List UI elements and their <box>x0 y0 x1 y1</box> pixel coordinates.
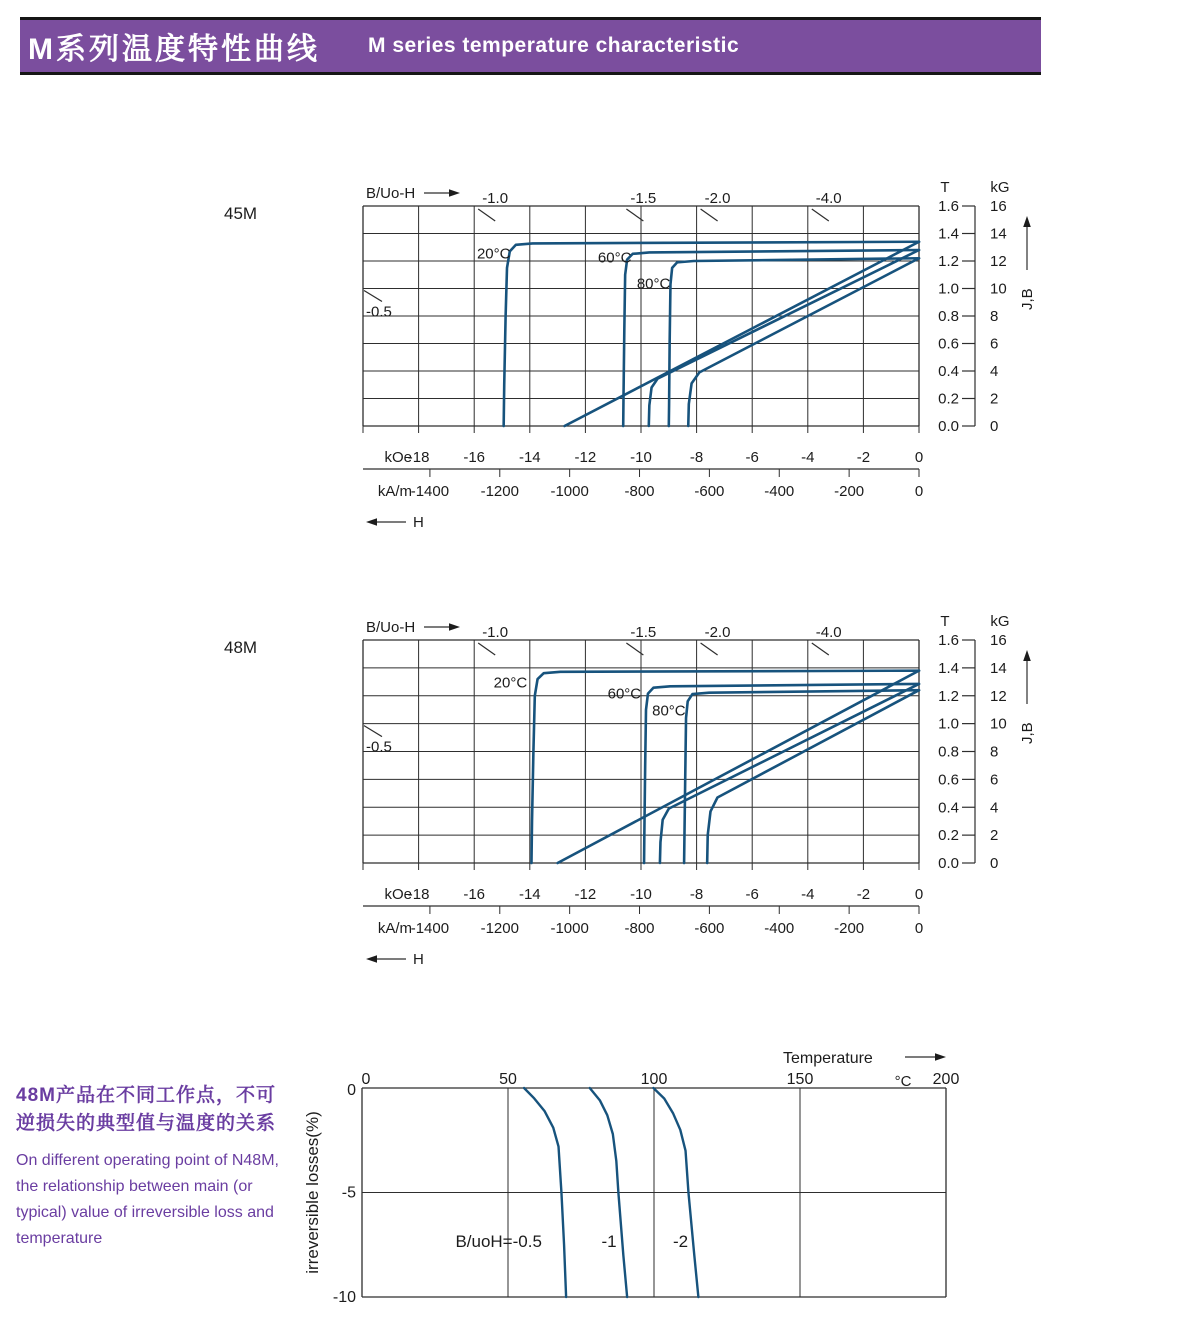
y-unit-kg-48M: kG <box>990 613 1010 630</box>
y-tick-t: 1.4 <box>938 659 959 677</box>
x-tick-kam: -200 <box>834 483 865 500</box>
chart-title-48M: 48M <box>224 638 258 657</box>
x-unit-kam-45M: kA/m <box>377 483 412 500</box>
h-arrow-head <box>366 955 377 963</box>
y-tick-kg: 0 <box>990 418 999 435</box>
x-tick-kam: -600 <box>694 483 725 500</box>
side-note-en-line1: On different operating point of N48M, <box>16 1152 279 1169</box>
load-line-label: -1.0 <box>482 190 509 207</box>
load-line-label: -4.0 <box>815 624 842 641</box>
x-tick-koe: -14 <box>518 886 541 903</box>
x-tick-kam: -1000 <box>550 920 589 937</box>
y-tick-t: 0.8 <box>938 308 959 325</box>
load-line-mark <box>478 643 495 655</box>
curve-label-45M: 60°C <box>597 249 632 267</box>
temperature-label: Temperature <box>783 1050 873 1067</box>
y-tick-kg: 16 <box>990 632 1007 649</box>
curve-label-loss: B/uoH=-0.5 <box>455 1231 542 1251</box>
curve-label-loss: -2 <box>672 1231 689 1251</box>
x-tick-koe: -10 <box>630 886 652 903</box>
curve-label-loss: -1 <box>601 1231 617 1251</box>
load-line-label: -2.0 <box>704 624 731 641</box>
temperature-arrow-head <box>935 1053 946 1061</box>
load-line-mark <box>812 643 829 655</box>
y-tick-loss: -10 <box>332 1289 356 1306</box>
curve-label-48M: 60°C <box>607 685 642 703</box>
page-title-en: M series temperature characteristic <box>368 34 740 57</box>
b-uoh-label-48M: B/Uo-H <box>366 619 416 636</box>
y-tick-kg: 8 <box>990 308 999 325</box>
b-uoh-arrow-head <box>449 623 460 631</box>
x-tick-koe: 0 <box>914 449 924 466</box>
x-tick-kam: -800 <box>624 920 655 937</box>
side-note-zh-line2: 逆损失的典型值与温度的关系 <box>16 1113 277 1134</box>
y-tick-kg: 10 <box>990 280 1007 298</box>
curve-label-45M: 80°C <box>636 275 671 293</box>
curve-label-45M: 20°C <box>476 245 511 263</box>
load-line-label: -2.0 <box>704 190 731 207</box>
side-note-en-line4: temperature <box>16 1230 103 1247</box>
load-line-label: -0.5 <box>366 738 392 756</box>
y-tick-kg: 12 <box>990 253 1007 270</box>
y-tick-t: 1.6 <box>938 632 959 649</box>
y-tick-kg: 4 <box>990 799 999 817</box>
x-tick-koe: -2 <box>856 886 871 903</box>
chart-title-45M: 45M <box>224 204 258 223</box>
x-tick-koe: -18 <box>407 449 430 466</box>
h-arrow-label: H <box>413 514 424 531</box>
load-line-label: -0.5 <box>366 303 392 321</box>
y-axis-label-loss: irreversible losses(%) <box>303 1111 322 1274</box>
y-tick-loss: -5 <box>341 1184 356 1202</box>
x-tick-kam: -600 <box>694 920 725 937</box>
y-tick-kg: 14 <box>990 225 1007 243</box>
x-tick-kam: -1400 <box>410 483 450 500</box>
x-tick-kam: -1400 <box>410 920 450 937</box>
x-tick-koe: -4 <box>801 886 815 903</box>
y-tick-kg: 2 <box>990 390 999 408</box>
y-tick-t: 0.6 <box>938 771 959 789</box>
y-tick-kg: 14 <box>990 659 1007 677</box>
y-tick-t: 0.4 <box>938 799 959 817</box>
y-tick-t: 0.0 <box>938 418 959 435</box>
load-line-mark <box>701 643 718 655</box>
side-note-en-line3: typical) value of irreversible loss and <box>16 1204 274 1221</box>
y-tick-kg: 8 <box>990 743 999 761</box>
h-arrow-label: H <box>413 951 424 968</box>
h-arrow-head <box>366 518 377 526</box>
y-unit-kg-45M: kG <box>990 179 1010 196</box>
y-tick-t: 1.4 <box>938 225 959 243</box>
x-unit-koe-48M: kOe <box>384 886 412 903</box>
jb-arrow-head <box>1023 216 1031 227</box>
x-tick-temp: 100 <box>640 1071 668 1088</box>
x-tick-kam: -1200 <box>480 483 519 500</box>
y-tick-t: 0.4 <box>938 363 959 380</box>
x-tick-koe: -8 <box>689 886 704 903</box>
y-tick-kg: 6 <box>990 335 999 353</box>
load-line-label: -1.5 <box>630 624 657 641</box>
x-tick-kam: -1000 <box>550 483 589 500</box>
x-tick-temp: 0 <box>361 1071 371 1088</box>
x-tick-kam: -1200 <box>480 920 519 937</box>
x-tick-koe: -6 <box>745 886 759 903</box>
x-tick-kam: -800 <box>624 483 655 500</box>
jb-axis-label: J,B <box>1019 722 1036 744</box>
y-unit-t-48M: T <box>940 613 950 630</box>
y-tick-t: 0.6 <box>938 335 959 353</box>
x-tick-koe: -6 <box>745 449 759 466</box>
y-tick-kg: 0 <box>990 855 999 872</box>
x-unit-degc: °C <box>894 1073 912 1090</box>
x-tick-koe: -18 <box>407 886 430 903</box>
x-tick-koe: -12 <box>574 449 597 466</box>
x-tick-temp: 150 <box>786 1071 814 1088</box>
x-tick-kam: 0 <box>914 920 924 937</box>
load-line-mark <box>364 726 382 737</box>
x-tick-kam: -400 <box>764 483 795 500</box>
x-tick-koe: -2 <box>856 449 871 466</box>
page-title-zh: M系列温度特性曲线 <box>28 33 320 66</box>
load-line-mark <box>364 291 382 302</box>
x-unit-koe-45M: kOe <box>384 449 412 466</box>
x-tick-kam: -200 <box>834 920 865 937</box>
y-unit-t-45M: T <box>940 179 950 196</box>
load-line-label: -4.0 <box>815 190 842 207</box>
x-tick-kam: -400 <box>764 920 795 937</box>
y-tick-t: 0.2 <box>938 827 959 845</box>
x-tick-koe: -16 <box>463 449 486 466</box>
x-tick-koe: -4 <box>801 449 815 466</box>
x-tick-temp: 50 <box>499 1071 517 1088</box>
y-tick-t: 1.0 <box>938 715 959 733</box>
y-tick-t: 0.2 <box>938 390 959 408</box>
side-note-zh-line1: 48M产品在不同工作点，不可 <box>16 1085 276 1106</box>
x-tick-koe: 0 <box>914 886 924 903</box>
y-tick-t: 1.0 <box>938 280 959 298</box>
x-tick-koe: -14 <box>518 449 541 466</box>
load-line-mark <box>812 209 829 221</box>
y-tick-kg: 12 <box>990 687 1007 705</box>
y-tick-kg: 6 <box>990 771 999 789</box>
y-tick-loss: 0 <box>347 1082 356 1099</box>
curve-48M-20°C-J <box>531 671 919 863</box>
y-tick-kg: 4 <box>990 363 999 380</box>
y-tick-kg: 16 <box>990 198 1007 215</box>
x-tick-kam: 0 <box>914 483 924 500</box>
side-note-en-line2: the relationship between main (or <box>16 1178 253 1195</box>
b-uoh-label-45M: B/Uo-H <box>366 185 416 202</box>
curve-label-48M: 20°C <box>493 674 528 692</box>
curve-45M-80°C-J <box>669 258 919 426</box>
load-line-label: -1.5 <box>630 190 657 207</box>
y-tick-kg: 2 <box>990 827 999 845</box>
y-tick-t: 0.8 <box>938 743 959 761</box>
y-tick-t: 0.0 <box>938 855 959 872</box>
load-line-mark <box>478 209 495 221</box>
x-tick-koe: -12 <box>574 886 597 903</box>
y-tick-t: 1.6 <box>938 198 959 215</box>
x-tick-koe: -10 <box>630 449 652 466</box>
load-line-mark <box>701 209 718 221</box>
x-tick-temp: 200 <box>932 1071 960 1088</box>
side-note <box>16 1082 316 1252</box>
x-unit-kam-48M: kA/m <box>377 920 412 937</box>
b-uoh-arrow-head <box>449 189 460 197</box>
load-line-label: -1.0 <box>482 624 509 641</box>
curve-45M-80°C-B <box>688 258 919 426</box>
y-tick-kg: 10 <box>990 715 1007 733</box>
jb-axis-label: J,B <box>1019 288 1036 310</box>
y-tick-t: 1.2 <box>938 687 959 705</box>
y-tick-t: 1.2 <box>938 253 959 270</box>
x-tick-koe: -8 <box>689 449 704 466</box>
x-tick-koe: -16 <box>463 886 486 903</box>
curve-48M-80°C-B <box>707 690 919 863</box>
curve-label-48M: 80°C <box>652 702 686 720</box>
jb-arrow-head <box>1023 650 1031 661</box>
